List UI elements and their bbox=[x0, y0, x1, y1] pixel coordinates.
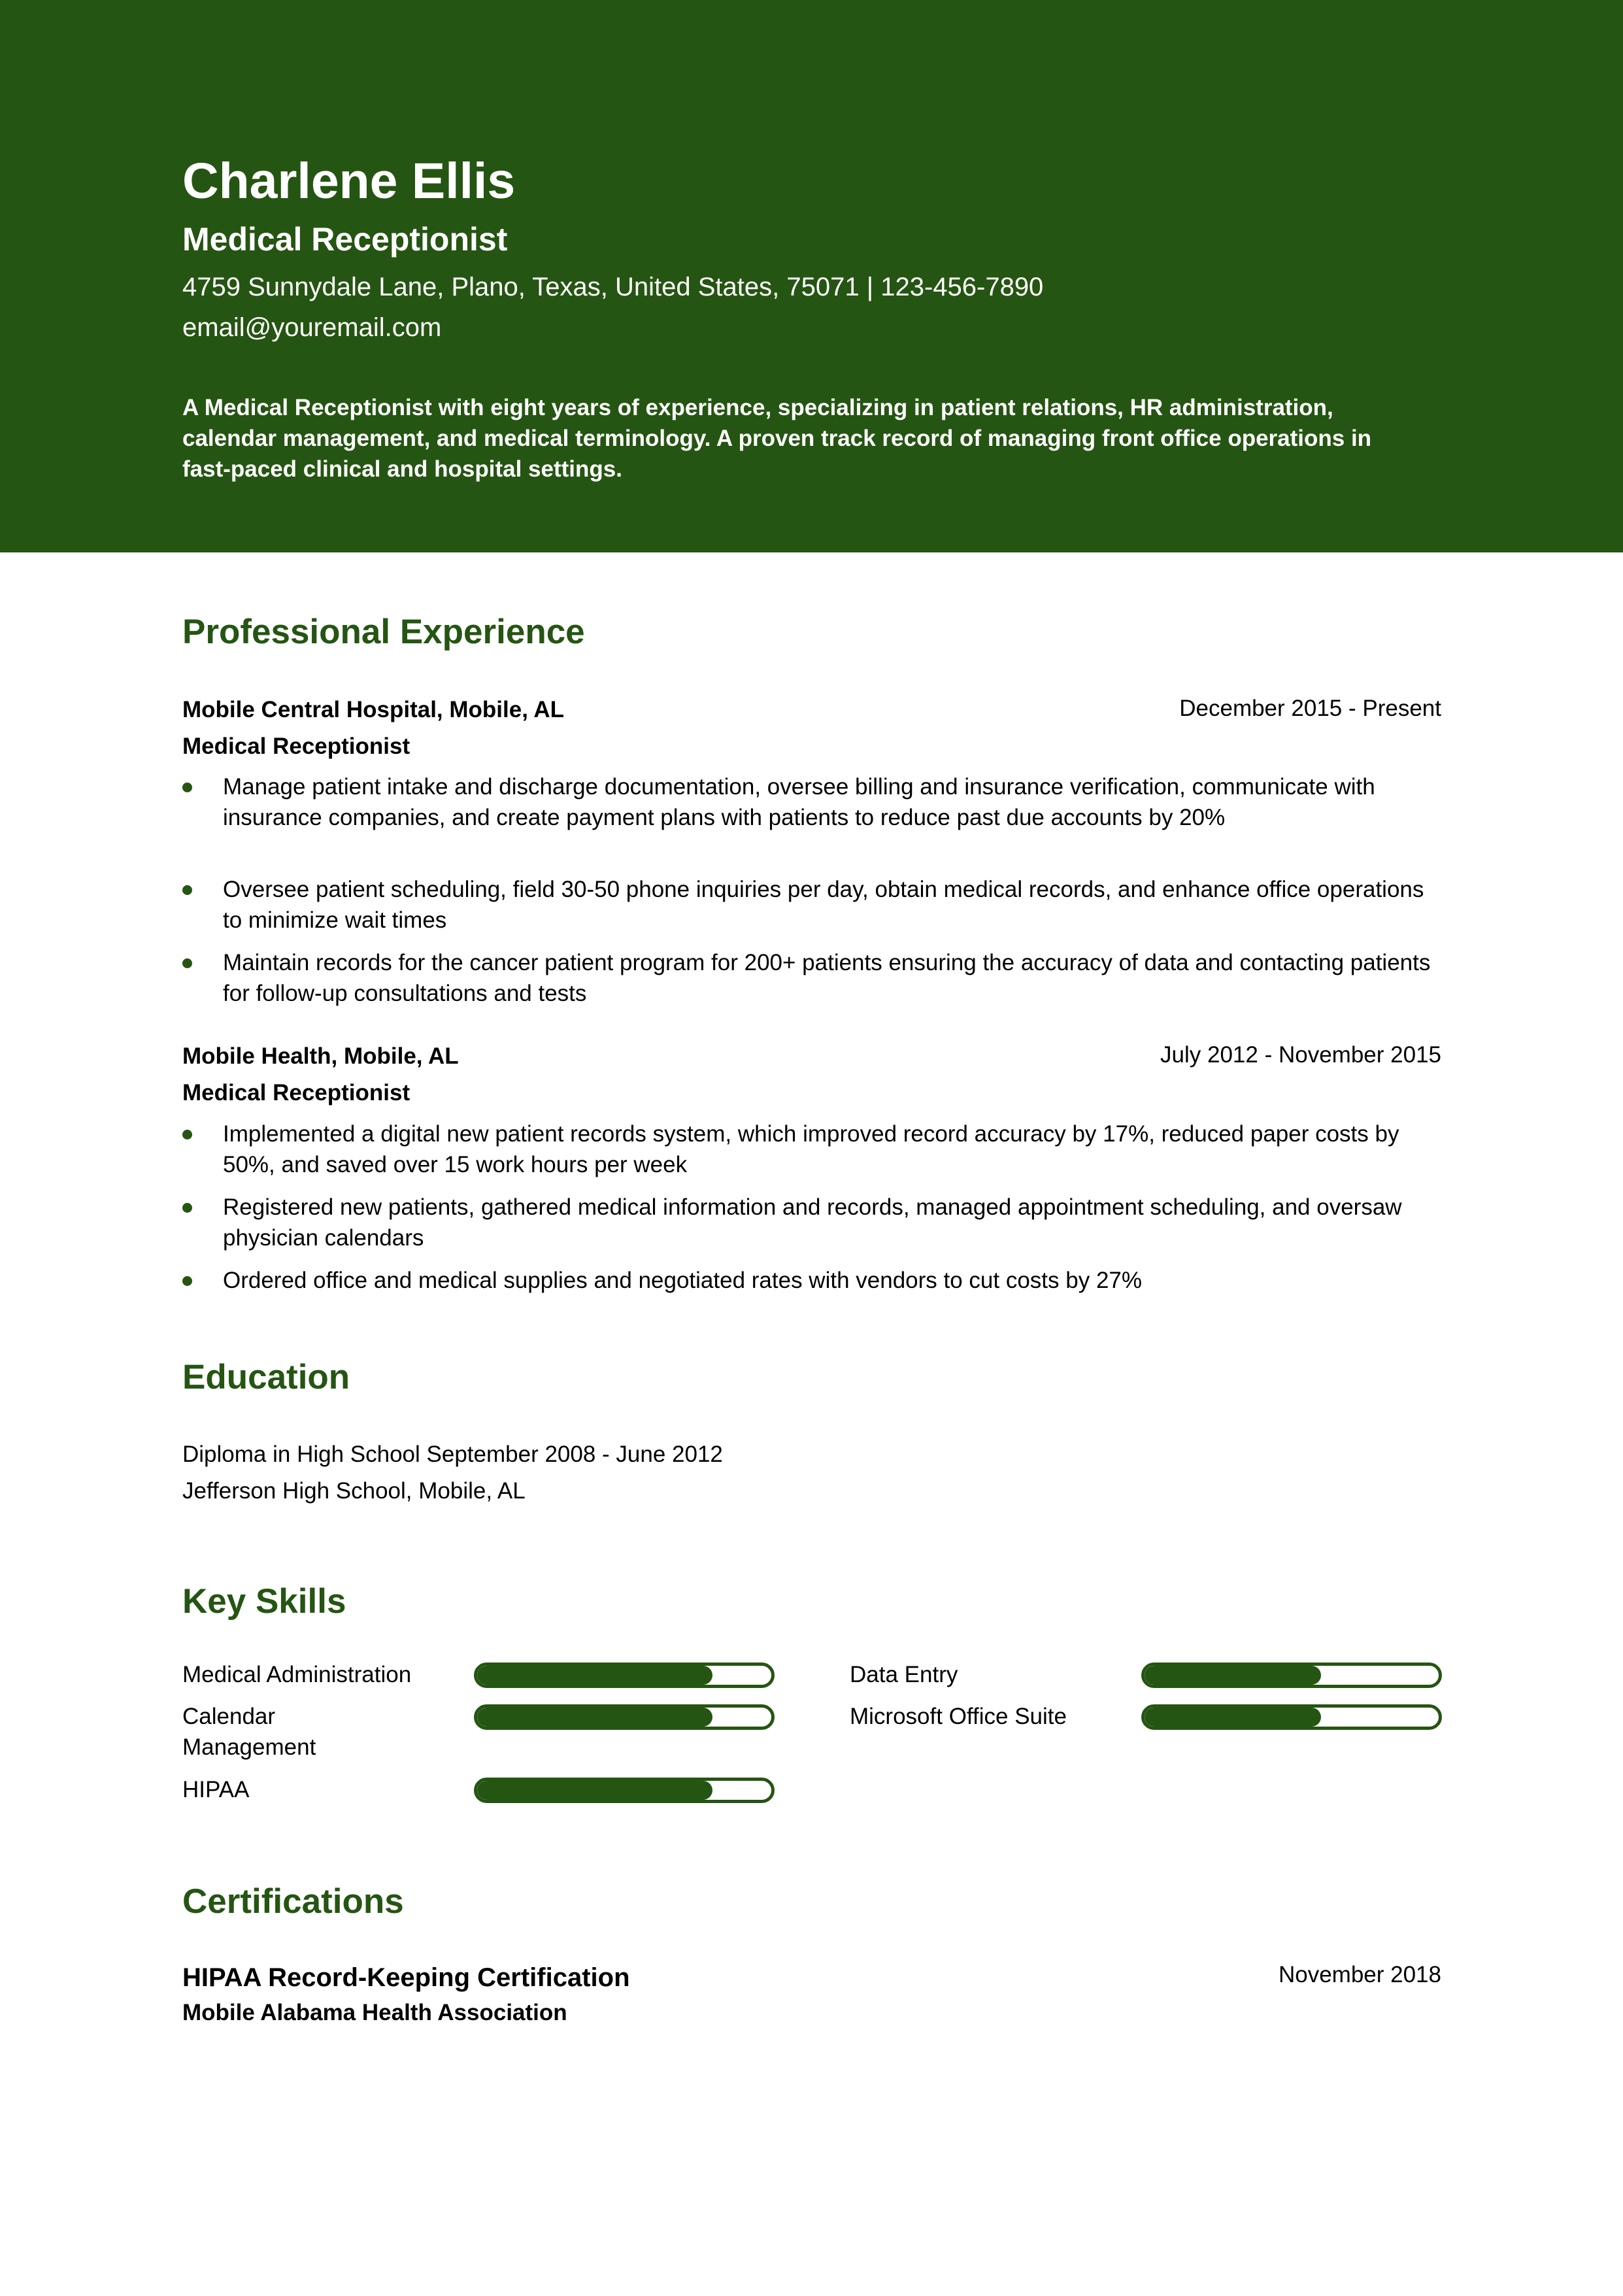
summary: A Medical Receptionist with eight years of experience, specializing in patient relations, HR administration, calendar management, and medical terminology. A proven track record of managing front office operations in fast-paced clinical and hospital settings. bbox=[182, 395, 1372, 482]
skill-level-bar bbox=[1141, 1704, 1442, 1730]
skill-level-fill bbox=[477, 1708, 712, 1727]
skill-label: HIPAA bbox=[182, 1777, 250, 1802]
bullet-icon bbox=[182, 1130, 192, 1140]
skill-level-bar bbox=[474, 1663, 775, 1688]
bullet-text: Oversee patient scheduling, field 30-50 phone inquiries per day, obtain medical records, and enhance office operations to minimize wait times bbox=[223, 877, 1424, 933]
bullet-icon bbox=[182, 783, 192, 792]
certification-org: Mobile Alabama Health Association bbox=[182, 2000, 567, 2025]
job-role: Medical Receptionist bbox=[182, 1080, 410, 1106]
bullet-text: Implemented a digital new patient records system, which improved record accuracy by 17%, reduced paper costs by 50%, and saved over 15 work hours per week bbox=[223, 1121, 1399, 1177]
job-dates: December 2015 - Present bbox=[1179, 696, 1441, 721]
skill-label: Calendar Management bbox=[182, 1704, 316, 1760]
bullet-icon bbox=[182, 1203, 192, 1213]
skill-level-bar bbox=[474, 1704, 775, 1730]
list-item bbox=[182, 1265, 1441, 1296]
bullet-icon bbox=[182, 958, 192, 968]
job-company: Mobile Central Hospital, Mobile, AL bbox=[182, 697, 565, 722]
education-degree: Diploma in High School September 2008 - June 2012 bbox=[182, 1442, 723, 1467]
certification-date: November 2018 bbox=[1278, 1962, 1441, 1987]
bullet-text: Maintain records for the cancer patient program for 200+ patients ensuring the accuracy of data and contacting patients for follow-up consultations and tests bbox=[223, 950, 1431, 1006]
job-role: Medical Receptionist bbox=[182, 734, 410, 759]
section-heading-certifications: Certifications bbox=[182, 1882, 404, 1921]
list-item bbox=[182, 771, 1441, 833]
skill-level-fill bbox=[1145, 1666, 1321, 1685]
job-company: Mobile Health, Mobile, AL bbox=[182, 1043, 459, 1069]
list-item bbox=[182, 947, 1441, 1009]
skill-level-fill bbox=[477, 1781, 712, 1800]
address-phone: 4759 Sunnydale Lane, Plano, Texas, United States, 75071 | 123-456-7890 bbox=[182, 273, 1044, 301]
bullet-icon bbox=[182, 885, 192, 895]
bullet-icon bbox=[182, 1276, 192, 1286]
skill-level-bar bbox=[1141, 1663, 1442, 1688]
list-item bbox=[182, 1119, 1441, 1180]
bullet-text: Registered new patients, gathered medical information and records, managed appointment scheduling, and oversaw physician calendars bbox=[223, 1194, 1402, 1251]
candidate-name: Charlene Ellis bbox=[182, 153, 516, 209]
list-item bbox=[182, 1192, 1441, 1253]
section-heading-skills: Key Skills bbox=[182, 1582, 346, 1621]
skill-level-bar bbox=[474, 1778, 775, 1803]
education-school: Jefferson High School, Mobile, AL bbox=[182, 1478, 526, 1504]
skill-label: Data Entry bbox=[850, 1662, 958, 1687]
section-heading-experience: Professional Experience bbox=[182, 613, 585, 651]
skill-level-fill bbox=[1145, 1708, 1321, 1727]
skill-label: Microsoft Office Suite bbox=[850, 1704, 1067, 1729]
section-heading-education: Education bbox=[182, 1358, 350, 1396]
skill-level-fill bbox=[477, 1666, 712, 1685]
bullet-text: Manage patient intake and discharge documentation, oversee billing and insurance verification, communicate with insurance companies, and create payment plans with patients to reduce past due accounts by 20% bbox=[223, 774, 1375, 830]
candidate-title: Medical Receptionist bbox=[182, 221, 508, 258]
bullet-text: Ordered office and medical supplies and negotiated rates with vendors to cut costs by 27% bbox=[223, 1268, 1142, 1293]
email: email@youremail.com bbox=[182, 313, 442, 342]
job-dates: July 2012 - November 2015 bbox=[1160, 1042, 1441, 1068]
list-item bbox=[182, 874, 1441, 936]
skill-label: Medical Administration bbox=[182, 1662, 412, 1687]
certification-title: HIPAA Record-Keeping Certification bbox=[182, 1963, 630, 1992]
